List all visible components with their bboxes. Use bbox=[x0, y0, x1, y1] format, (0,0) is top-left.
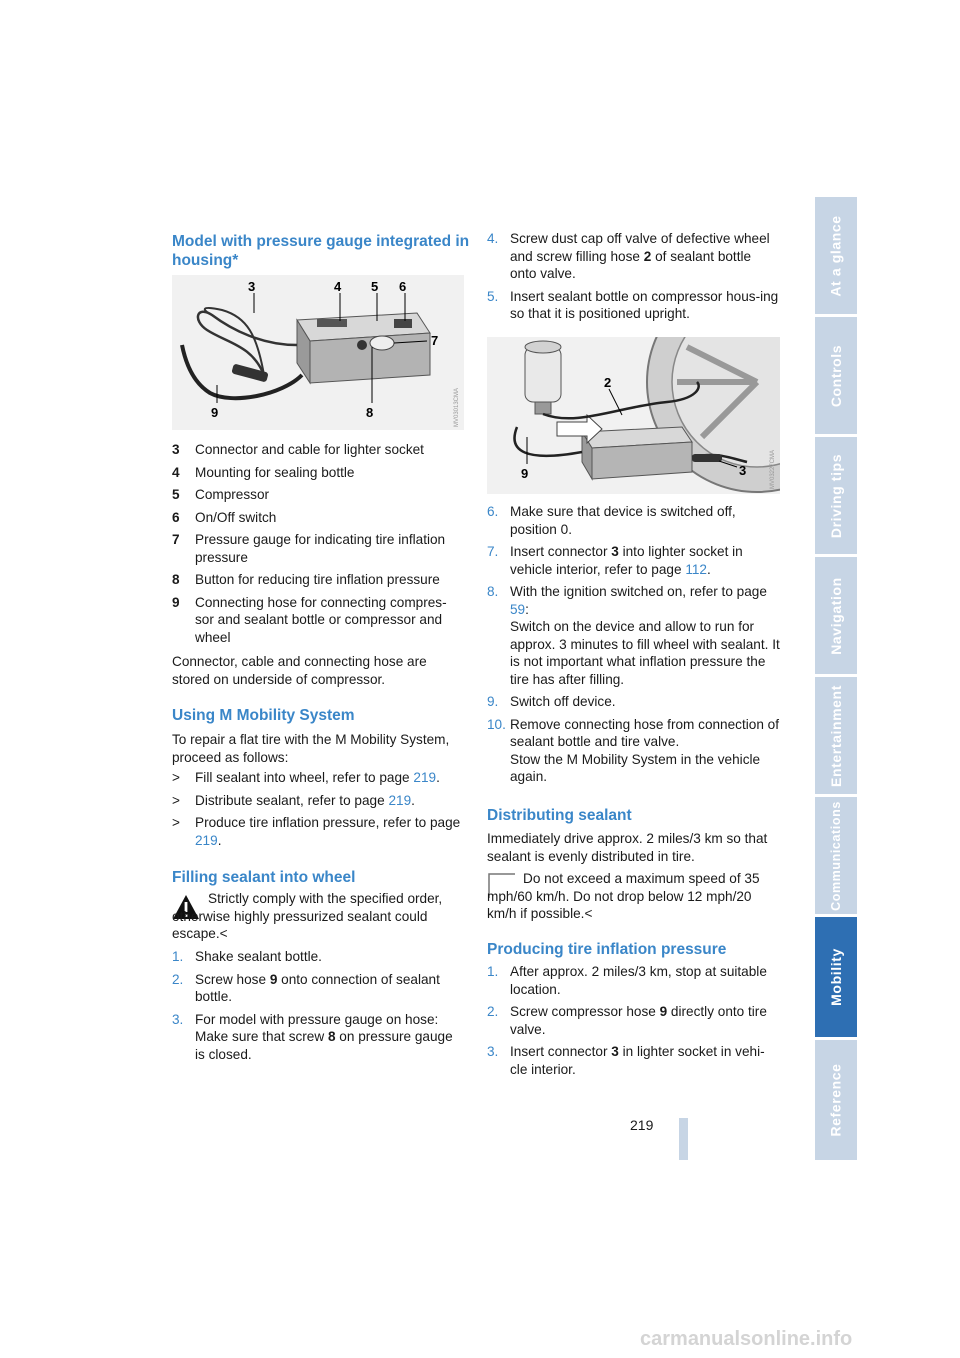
callout-7: 7 bbox=[431, 333, 439, 348]
steps-6-10 bbox=[487, 503, 780, 786]
list-item: 1. After approx. 2 miles/3 km, stop at suitable location. bbox=[487, 964, 767, 997]
sealant-bottle-illustration bbox=[487, 337, 780, 494]
speed-note: Do not exceed a maximum speed of 35 mph/60 km/h. Do not drop below 12 mph/20 km/h if possible.< bbox=[487, 871, 760, 921]
filling-steps bbox=[172, 948, 464, 1063]
legend-list bbox=[172, 441, 464, 651]
figure-code: MV03227CMA bbox=[770, 449, 776, 489]
page-number: 219 bbox=[630, 1117, 654, 1133]
heading-using-m-mobility: Using M Mobility System bbox=[172, 707, 355, 724]
callout-2: 2 bbox=[604, 375, 612, 390]
procedure-bullets bbox=[172, 769, 464, 849]
list-item: 2. Screw hose 9 onto connection of sealant bottle. bbox=[172, 971, 440, 1004]
list-item: 3. Insert connector 3 in lighter socket in vehi-cle interior. bbox=[487, 1044, 765, 1077]
list-item: > Produce tire inflation pressure, refer to page 219. bbox=[172, 815, 461, 848]
legend-item: 5 Compressor bbox=[172, 487, 270, 502]
sealant-bottle-figure bbox=[487, 337, 780, 494]
page-marker bbox=[679, 1118, 688, 1160]
side-tab-bar bbox=[815, 197, 857, 1160]
pressure-steps bbox=[487, 963, 780, 1078]
list-item: 3. For model with pressure gauge on hose: Make sure that screw 8 on pressure gauge is closed. bbox=[172, 1011, 453, 1062]
storage-note: Connector, cable and connecting hose are stored on underside of compressor. bbox=[172, 654, 427, 687]
page-link[interactable]: 219 bbox=[195, 832, 218, 848]
page-link[interactable]: 219 bbox=[413, 770, 437, 785]
legend-item: 6 On/Off switch bbox=[172, 509, 277, 525]
distribute-text: Immediately drive approx. 2 miles/3 km so that sealant is evenly distributed in tire. bbox=[487, 831, 768, 864]
tab-controls[interactable]: Controls bbox=[815, 317, 857, 434]
heading-pressure-gauge-model: Model with pressure gauge integrated in housing* bbox=[172, 233, 470, 269]
legend-item: 8 Button for reducing tire inflation pressure bbox=[172, 572, 440, 587]
list-item: 2. Screw compressor hose 9 directly onto tire valve. bbox=[487, 1004, 767, 1037]
tab-communications[interactable]: Communications bbox=[815, 797, 857, 914]
watermark: carmanualsonline.info bbox=[640, 1328, 853, 1350]
figure-code: MV03013CMA bbox=[454, 387, 460, 427]
list-item: 9. Switch off device. bbox=[487, 694, 616, 709]
list-item: 1. Shake sealant bottle. bbox=[172, 949, 322, 964]
page-link[interactable]: 112 bbox=[685, 561, 707, 577]
list-item: 6. Make sure that device is switched off, position 0. bbox=[487, 504, 736, 537]
tab-driving-tips[interactable]: Driving tips bbox=[815, 437, 857, 554]
list-item: > Distribute sealant, refer to page 219. bbox=[172, 792, 415, 808]
steps-4-5 bbox=[487, 230, 780, 323]
tab-entertainment[interactable]: Entertainment bbox=[815, 677, 857, 794]
callout-4: 4 bbox=[334, 279, 342, 294]
compressor-figure bbox=[172, 275, 464, 430]
list-item: 5. Insert sealant bottle on compressor hous-ing so that it is positioned upright. bbox=[487, 288, 779, 321]
callout-6: 6 bbox=[399, 279, 407, 294]
legend-item: 9 Connecting hose for connecting compres-sor and sealant bottle or compressor and wheel bbox=[172, 594, 447, 645]
list-item: > Fill sealant into wheel, refer to page 219. bbox=[172, 770, 440, 785]
callout-3: 3 bbox=[739, 463, 747, 478]
heading-filling-sealant: Filling sealant into wheel bbox=[172, 869, 356, 886]
list-item: 8. With the ignition switched on, refer to page 59: Switch on the device and allow to run for approx. 3 minutes to fill wheel with sealant. It is not important what inflation pressure the tire has after filling. bbox=[487, 584, 780, 687]
callout-9: 9 bbox=[521, 466, 529, 481]
page-link[interactable]: 219 bbox=[388, 792, 412, 808]
tab-mobility[interactable]: Mobility bbox=[815, 917, 857, 1037]
tab-navigation[interactable]: Navigation bbox=[815, 557, 857, 674]
list-item: 7. Insert connector 3 into lighter socket in vehicle interior, refer to page 112. bbox=[487, 544, 743, 577]
heading-producing-pressure: Producing tire inflation pressure bbox=[487, 941, 727, 958]
list-item: 4. Screw dust cap off valve of defective wheel and screw filling hose 2 of sealant bottle onto valve. bbox=[487, 231, 770, 281]
callout-8: 8 bbox=[366, 405, 374, 420]
callout-3: 3 bbox=[248, 279, 256, 294]
intro-text: To repair a flat tire with the M Mobility System, proceed as follows: bbox=[172, 732, 450, 765]
callout-9: 9 bbox=[211, 405, 219, 420]
compressor-illustration bbox=[172, 275, 464, 430]
legend-item: 4 Mounting for sealing bottle bbox=[172, 464, 355, 480]
legend-item: 7 Pressure gauge for indicating tire inflation pressure bbox=[172, 532, 446, 565]
page-link[interactable]: 59 bbox=[510, 601, 526, 617]
heading-distributing-sealant: Distributing sealant bbox=[487, 807, 632, 824]
tab-at-a-glance[interactable]: At a glance bbox=[815, 197, 857, 314]
callout-5: 5 bbox=[371, 279, 379, 294]
legend-item: 3 Connector and cable for lighter socket bbox=[172, 442, 424, 457]
tab-reference[interactable]: Reference bbox=[815, 1040, 857, 1160]
list-item: 10. Remove connecting hose from connection of sealant bottle and tire valve. Stow the M Mobility System in the vehicle again. bbox=[487, 716, 780, 784]
warning-text: Strictly comply with the specified order, otherwise highly pressurized sealant could escape.< bbox=[172, 891, 443, 941]
